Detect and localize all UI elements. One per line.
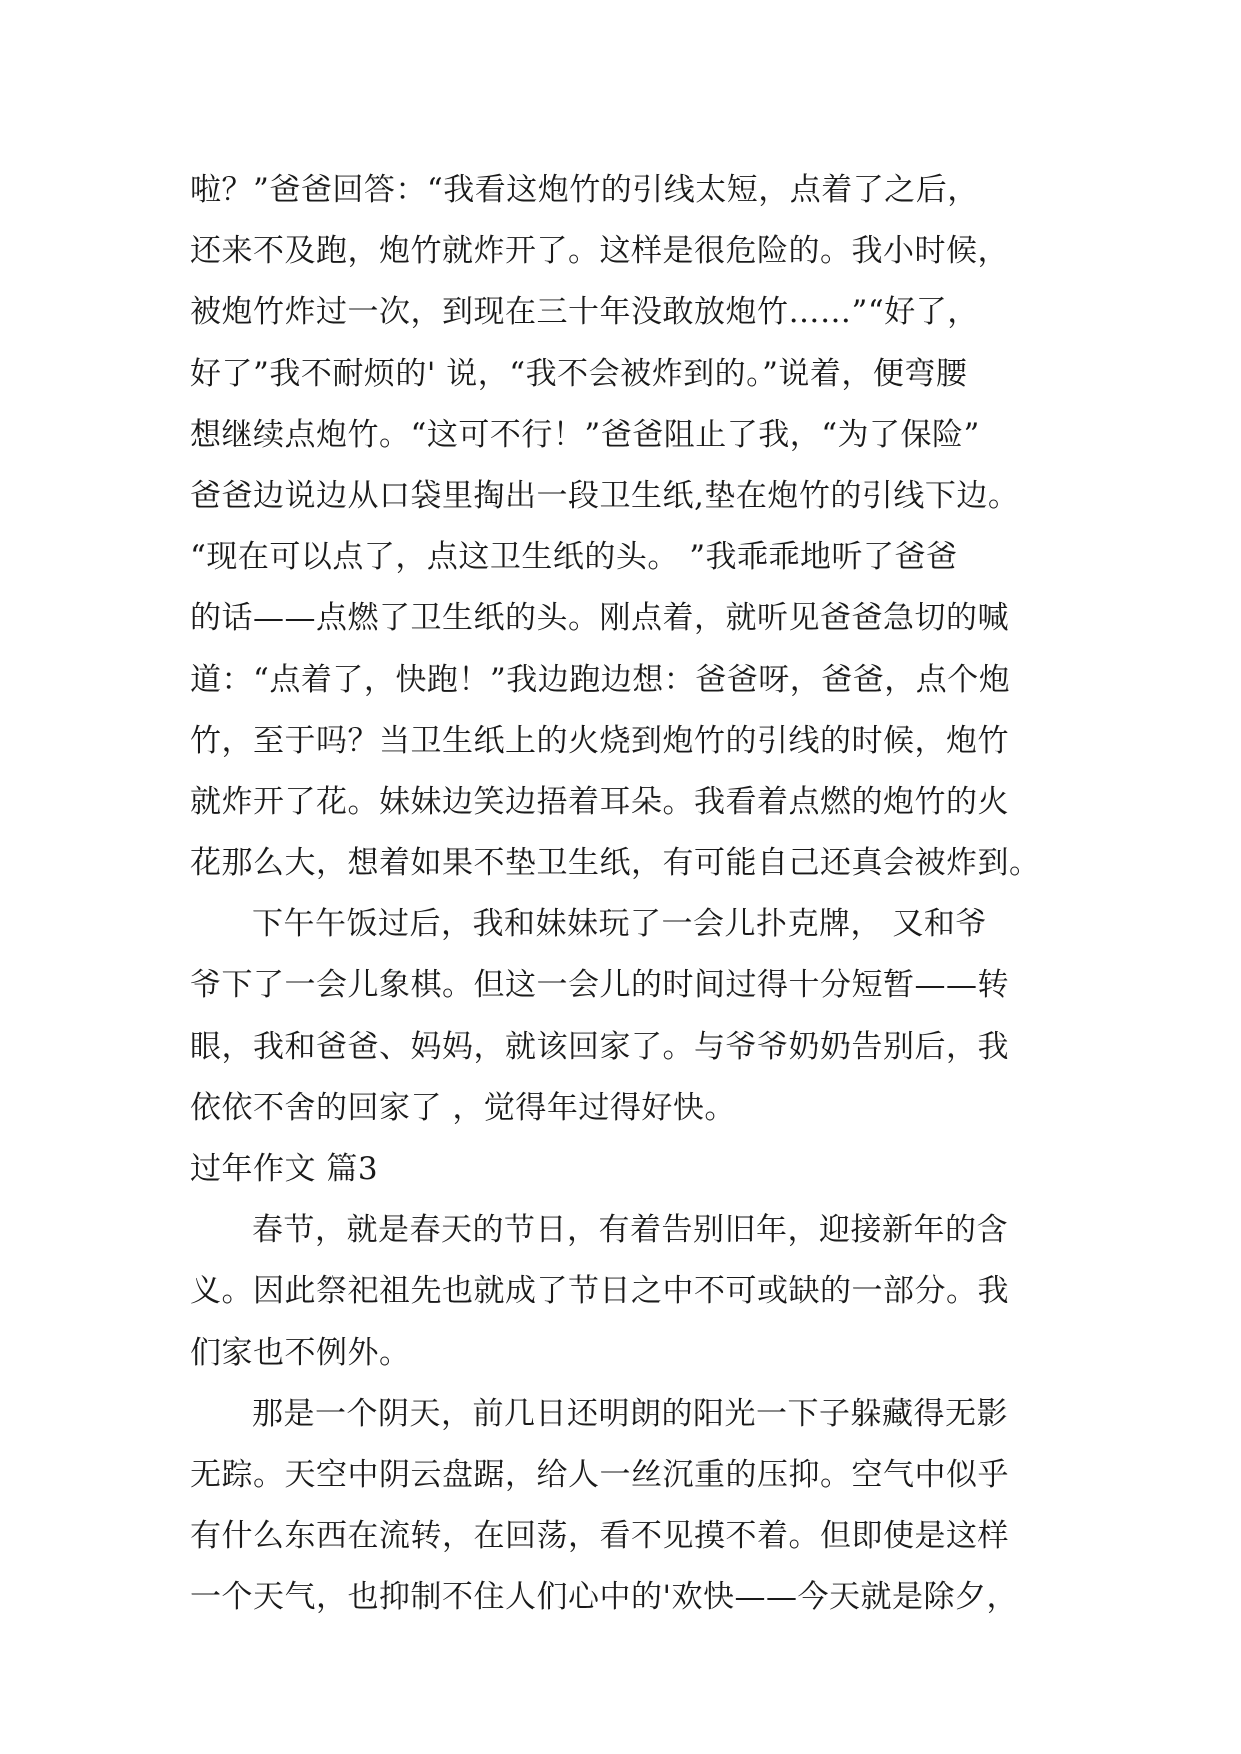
text-line: 想继续点炮竹。“这可不行！”爸爸阻止了我，“为了保险” — [190, 416, 980, 453]
text-line: 有什么东西在流转，在回荡，看不见摸不着。但即使是这样 — [190, 1518, 1009, 1555]
text-line: 就炸开了花。妹妹边笑边捂着耳朵。我看着点燃的炮竹的火 — [190, 783, 1009, 820]
paragraph-start-line: 下午午饭过后，我和妹妹玩了一会儿扑克牌， 又和爷 — [252, 906, 987, 943]
text-line: 依依不舍的回家了 ，觉得年过得好快。 — [190, 1089, 736, 1126]
text-line: 爸爸边说边从口袋里掏出一段卫生纸,垫在炮竹的引线下边。 — [190, 477, 1020, 514]
text-line: 道：“点着了，快跑！”我边跑边想：爸爸呀，爸爸，点个炮 — [190, 661, 1011, 698]
paragraph-start-line: 那是一个阴天，前几日还明朗的阳光一下子躲藏得无影 — [252, 1395, 1008, 1432]
text-line: 们家也不例外。 — [190, 1334, 411, 1371]
article-body — [190, 160, 1070, 1629]
text-line: 无踪。天空中阴云盘踞，给人一丝沉重的压抑。空气中似乎 — [190, 1456, 1009, 1493]
section-heading: 过年作文 篇3 — [190, 1151, 379, 1187]
text-line: 被炮竹炸过一次，到现在三十年没敢放炮竹……”“好了， — [190, 294, 979, 331]
text-line: 一个天气，也抑制不住人们心中的'欢快——今天就是除夕， — [190, 1579, 1019, 1616]
text-line: 义。因此祭祀祖先也就成了节日之中不可或缺的一部分。我 — [190, 1273, 1009, 1310]
text-line: 竹，至于吗？当卫生纸上的火烧到炮竹的引线的时候，炮竹 — [190, 722, 1009, 759]
text-line: 的话——点燃了卫生纸的头。刚点着，就听见爸爸急切的喊 — [190, 600, 1009, 637]
text-line: 眼，我和爸爸、妈妈，就该回家了。与爷爷奶奶告别后，我 — [190, 1028, 1009, 1065]
text-line: 花那么大，想着如果不垫卫生纸，有可能自己还真会被炸到。 — [190, 845, 1041, 882]
text-line: 好了”我不耐烦的' 说，“我不会被炸到的。”说着，便弯腰 — [190, 355, 968, 392]
text-line: 还来不及跑，炮竹就炸开了。这样是很危险的。我小时候， — [190, 233, 1009, 270]
text-line: “现在可以点了，点这卫生纸的头。 ”我乖乖地听了爸爸 — [190, 539, 958, 576]
paragraph-start-line: 春节，就是春天的节日，有着告别旧年，迎接新年的含 — [252, 1212, 1008, 1249]
text-line: 啦？”爸爸回答：“我看这炮竹的引线太短，点着了之后， — [190, 172, 979, 208]
text-line: 爷下了一会儿象棋。但这一会儿的时间过得十分短暂——转 — [190, 967, 1009, 1004]
